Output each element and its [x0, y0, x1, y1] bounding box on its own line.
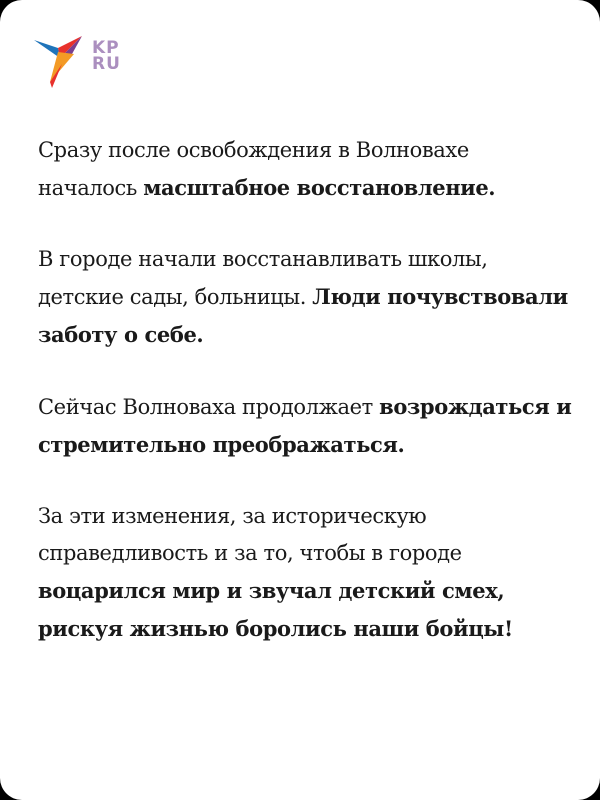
paragraph-2 — [38, 241, 573, 354]
paragraph-bold-text: масштабное восстановление. — [143, 175, 496, 200]
logo-line-2: RU — [92, 54, 121, 74]
kp-ru-logo[interactable] — [32, 32, 152, 92]
article-text — [38, 132, 573, 682]
paragraph-normal-text: За эти изменения, за историческую справедливость и за то, чтобы в городе — [38, 504, 462, 565]
paragraph-4 — [38, 498, 573, 648]
paragraph-bold-text: Люди почувствовали заботу о себе. — [38, 284, 568, 347]
paragraph-normal-text: Сразу после освобождения в Волновахе началось — [38, 138, 469, 200]
paragraph-normal-text: В городе начали восстанавливать школы, детские сады, больницы. — [38, 247, 488, 309]
paragraph-normal-text: Сейчас Волноваха продолжает — [38, 395, 380, 419]
paragraph-bold-text: воцарился мир и звучал детский смех, рискуя жизнью боролись наши бойцы! — [38, 578, 513, 641]
logo-text — [92, 40, 121, 72]
paragraph-1 — [38, 132, 573, 207]
logo-line-1: KP — [92, 38, 120, 58]
paragraph-bold-text: возрождаться и стремительно преображаться. — [38, 394, 572, 457]
paragraph-3 — [38, 388, 573, 464]
bird-logo-icon — [32, 32, 92, 92]
